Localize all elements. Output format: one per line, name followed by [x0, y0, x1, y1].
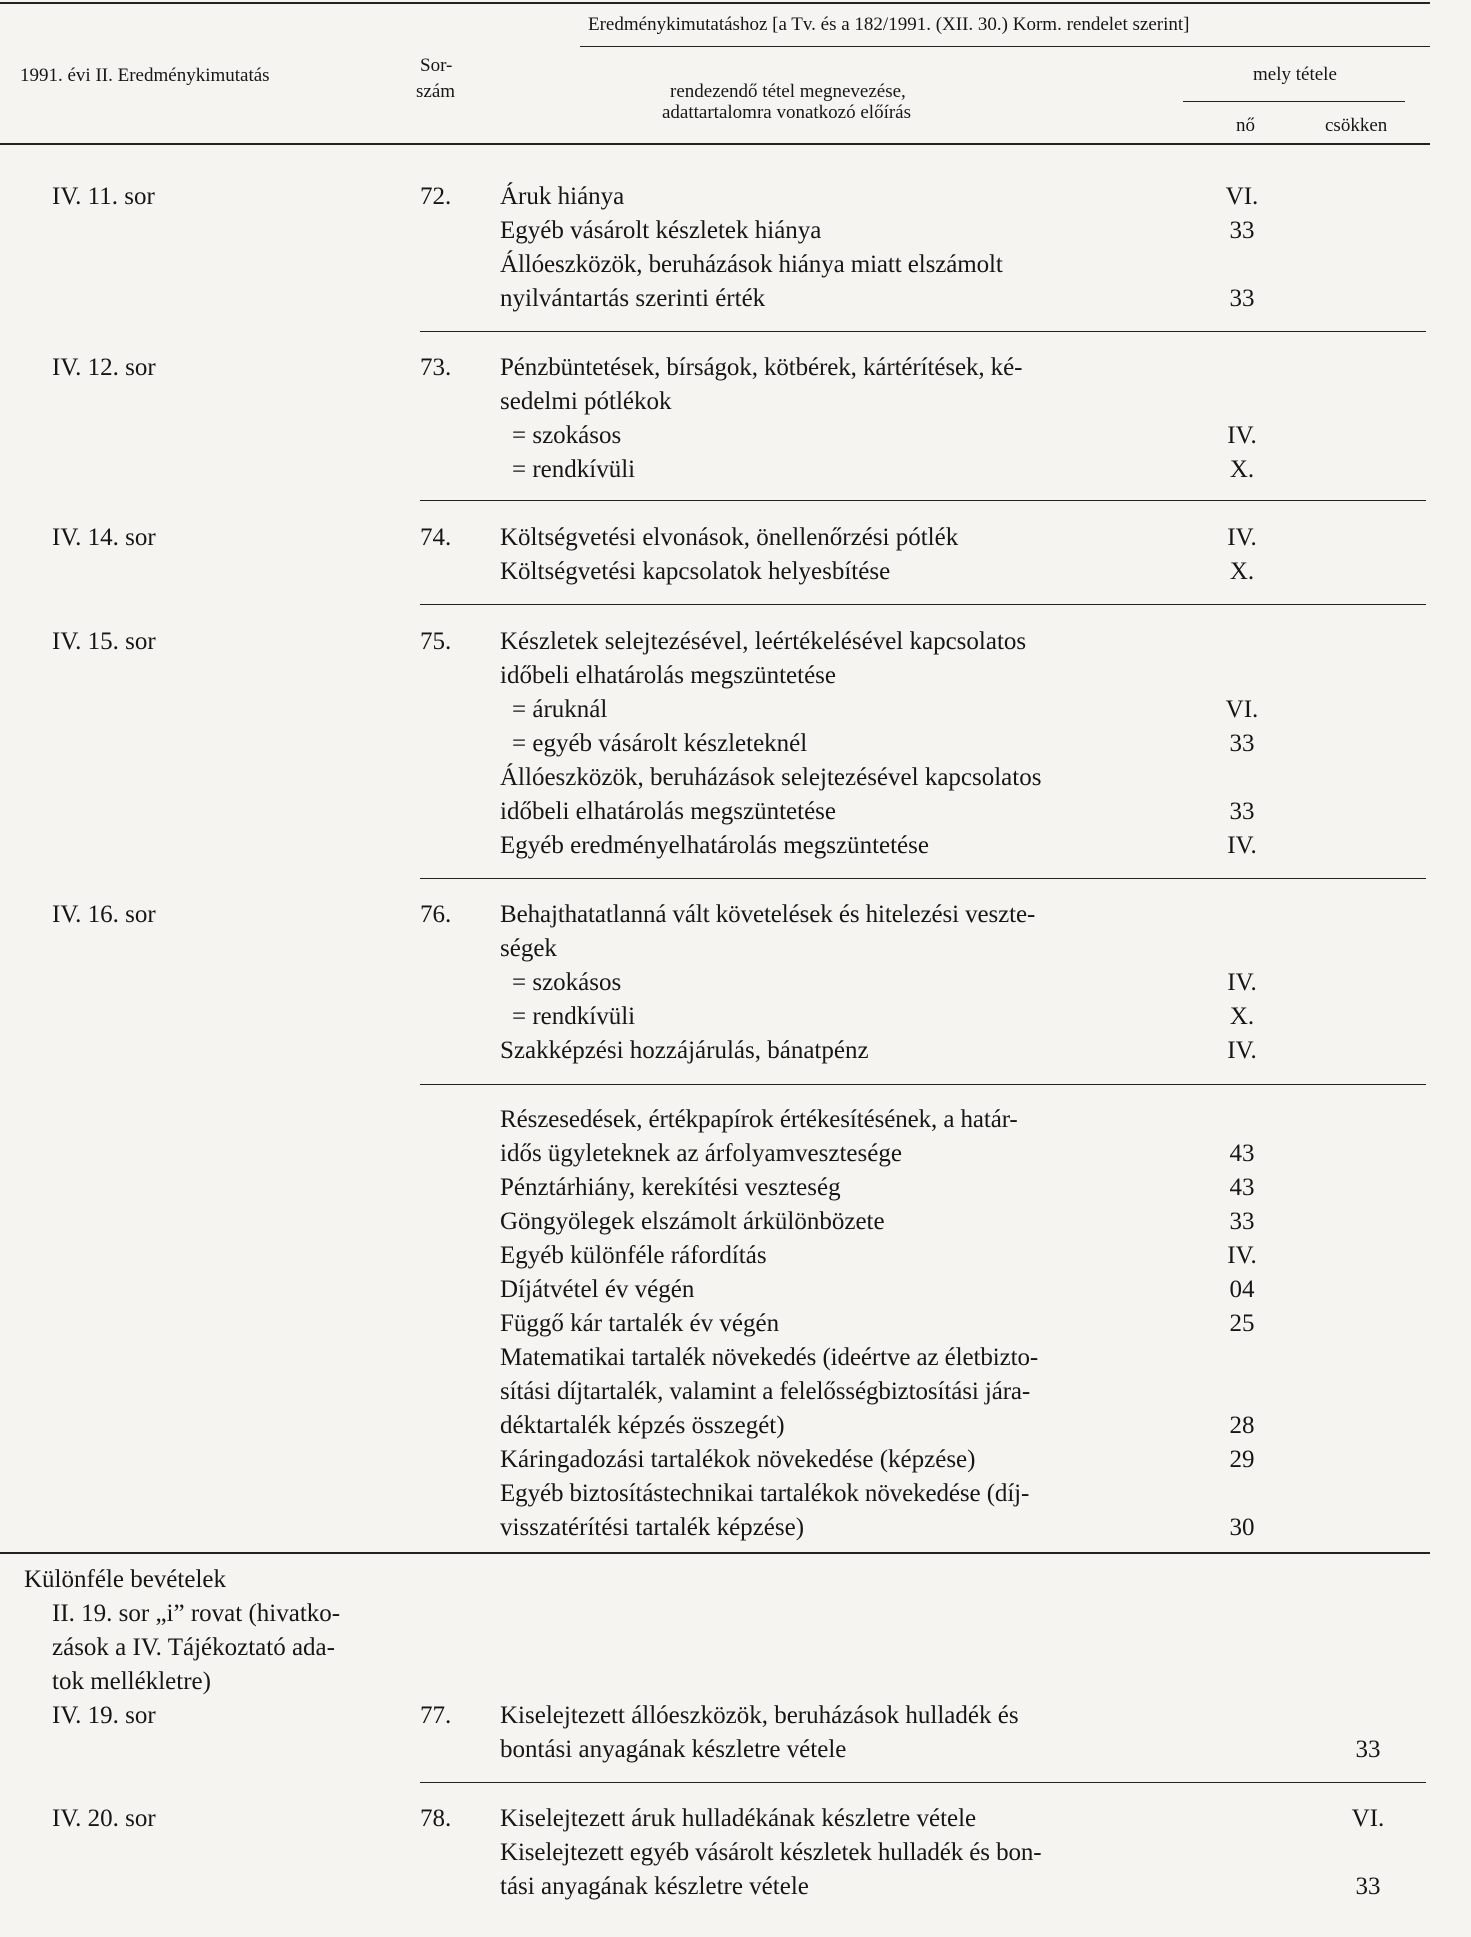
row-csokken-value: 33: [1355, 1873, 1381, 1900]
row-text: Részesedések, értékpapírok értékesítésének, a határ-: [500, 1106, 1018, 1133]
row-ref: IV. 15. sor: [52, 628, 156, 655]
row-text: Állóeszközök, beruházások hiánya miatt elszámolt: [500, 251, 1003, 278]
row-text: Behajthatatlanná vált követelések és hitelezési veszte-: [500, 901, 1036, 928]
row-ref: IV. 14. sor: [52, 524, 156, 551]
section-rule: [420, 878, 1426, 879]
row-number: 74.: [420, 524, 452, 551]
row-no-value: 28: [1229, 1412, 1255, 1439]
section-heading: Különféle bevételek: [24, 1566, 226, 1593]
row-no-value: 29: [1229, 1446, 1255, 1473]
row-number: 78.: [420, 1805, 452, 1832]
row-text: = rendkívüli: [512, 456, 636, 483]
row-csokken-value: 33: [1355, 1736, 1381, 1763]
row-text: időbeli elhatárolás megszüntetése: [500, 662, 836, 689]
header-col-no: nő: [1236, 115, 1255, 136]
row-text: Készletek selejtezésével, leértékelésével kapcsolatos: [500, 628, 1027, 655]
row-no-value: IV.: [1227, 422, 1257, 449]
section-rule: [420, 604, 1426, 605]
header-col-csokken: csökken: [1325, 115, 1388, 136]
row-text: sítási díjtartalék, valamint a felelősségbiztosítási jára-: [500, 1378, 1031, 1405]
row-text: nyilvántartás szerinti érték: [500, 285, 766, 312]
row-text: Matematikai tartalék növekedés (ideértve az életbizto-: [500, 1344, 1039, 1371]
row-text: = rendkívüli: [512, 1003, 636, 1030]
row-no-value: X.: [1229, 456, 1255, 483]
row-text: Költségvetési elvonások, önellenőrzési pótlék: [500, 524, 959, 551]
row-text: Egyéb eredményelhatárolás megszüntetése: [500, 832, 929, 859]
row-ref: IV. 20. sor: [52, 1805, 156, 1832]
row-text: Kiselejtezett állóeszközök, beruházások hulladék és: [500, 1702, 1019, 1729]
row-no-value: X.: [1229, 558, 1255, 585]
row-number: 75.: [420, 628, 452, 655]
row-number: 72.: [420, 183, 452, 210]
row-no-value: IV.: [1227, 969, 1257, 996]
row-ref: IV. 12. sor: [52, 354, 156, 381]
row-no-value: IV.: [1227, 1242, 1257, 1269]
row-text: idős ügyleteknek az árfolyamvesztesége: [500, 1140, 902, 1167]
header-col-mely: mely tétele: [1253, 64, 1337, 85]
header-col-left: 1991. évi II. Eredménykimutatás: [20, 65, 270, 86]
row-text: sedelmi pótlékok: [500, 388, 672, 415]
row-number: 77.: [420, 1702, 452, 1729]
header-col-sorszam-1: Sor-: [420, 55, 453, 76]
row-text: = áruknál: [512, 696, 608, 723]
row-number: 76.: [420, 901, 452, 928]
row-text: Kiselejtezett egyéb vásárolt készletek hulladék és bon-: [500, 1839, 1042, 1866]
row-text: Egyéb vásárolt készletek hiánya: [500, 217, 822, 244]
row-text: tási anyagának készletre vétele: [500, 1873, 809, 1900]
section-rule: [420, 1084, 1426, 1085]
row-no-value: VI.: [1225, 696, 1259, 723]
section-note: zások a IV. Tájékoztató ada-: [52, 1634, 335, 1661]
header-col-tetel-2: adattartalomra vonatkozó előírás: [662, 102, 912, 123]
row-no-value: 33: [1229, 285, 1255, 312]
section-rule-full: [0, 1552, 1430, 1554]
row-number: 73.: [420, 354, 452, 381]
section-rule: [420, 331, 1426, 332]
row-text: Függő kár tartalék év végén: [500, 1310, 780, 1337]
header-col-sorszam-2: szám: [416, 81, 456, 102]
row-no-value: X.: [1229, 1003, 1255, 1030]
row-no-value: 33: [1229, 217, 1255, 244]
top-rule: [0, 2, 1430, 4]
row-no-value: 30: [1229, 1514, 1255, 1541]
row-text: Egyéb különféle ráfordítás: [500, 1242, 767, 1269]
row-text: bontási anyagának készletre vétele: [500, 1736, 847, 1763]
row-no-value: 25: [1229, 1310, 1255, 1337]
row-text: időbeli elhatárolás megszüntetése: [500, 798, 836, 825]
header-top-title: Eredménykimutatáshoz [a Tv. és a 182/1991. (XII. 30.) Korm. rendelet szerint]: [588, 14, 1190, 35]
header-col-tetel-1: rendezendő tétel megnevezése,: [670, 81, 906, 102]
row-no-value: IV.: [1227, 1037, 1257, 1064]
section-rule: [420, 1782, 1426, 1783]
section-note: II. 19. sor „i” rovat (hivatko-: [52, 1600, 341, 1627]
row-ref: IV. 16. sor: [52, 901, 156, 928]
row-no-value: 43: [1229, 1140, 1255, 1167]
row-text: déktartalék képzés összegét): [500, 1412, 785, 1439]
row-text: Egyéb biztosítástechnikai tartalékok növekedése (díj-: [500, 1480, 1030, 1507]
row-text: Kiselejtezett áruk hulladékának készletre vétele: [500, 1805, 977, 1832]
row-no-value: 33: [1229, 730, 1255, 757]
row-text: Díjátvétel év végén: [500, 1276, 695, 1303]
row-ref: IV. 11. sor: [52, 183, 155, 210]
row-no-value: 33: [1229, 1208, 1255, 1235]
row-text: Költségvetési kapcsolatok helyesbítése: [500, 558, 891, 585]
row-text: visszatérítési tartalék képzése): [500, 1514, 805, 1541]
row-no-value: 04: [1229, 1276, 1255, 1303]
header-underline: [580, 46, 1430, 47]
mely-tetele-underline: [1183, 101, 1405, 102]
row-no-value: IV.: [1227, 832, 1257, 859]
row-text: = egyéb vásárolt készleteknél: [512, 730, 808, 757]
row-text: ségek: [500, 935, 557, 962]
row-text: Káringadozási tartalékok növekedése (képzése): [500, 1446, 976, 1473]
header-bottom-rule: [0, 143, 1430, 145]
row-no-value: 43: [1229, 1174, 1255, 1201]
row-text: = szokásos: [512, 969, 622, 996]
row-text: = szokásos: [512, 422, 622, 449]
section-rule: [420, 500, 1426, 501]
row-ref: IV. 19. sor: [52, 1702, 156, 1729]
row-text: Állóeszközök, beruházások selejtezésével kapcsolatos: [500, 764, 1042, 791]
row-no-value: VI.: [1225, 183, 1259, 210]
section-note: tok mellékletre): [52, 1668, 211, 1695]
row-text: Szakképzési hozzájárulás, bánatpénz: [500, 1037, 869, 1064]
row-text: Göngyölegek elszámolt árkülönbözete: [500, 1208, 885, 1235]
row-no-value: 33: [1229, 798, 1255, 825]
row-text: Áruk hiánya: [500, 183, 625, 210]
row-no-value: IV.: [1227, 524, 1257, 551]
row-csokken-value: VI.: [1351, 1805, 1385, 1832]
row-text: Pénzbüntetések, bírságok, kötbérek, kártérítések, ké-: [500, 354, 1023, 381]
row-text: Pénztárhiány, kerekítési veszteség: [500, 1174, 841, 1201]
